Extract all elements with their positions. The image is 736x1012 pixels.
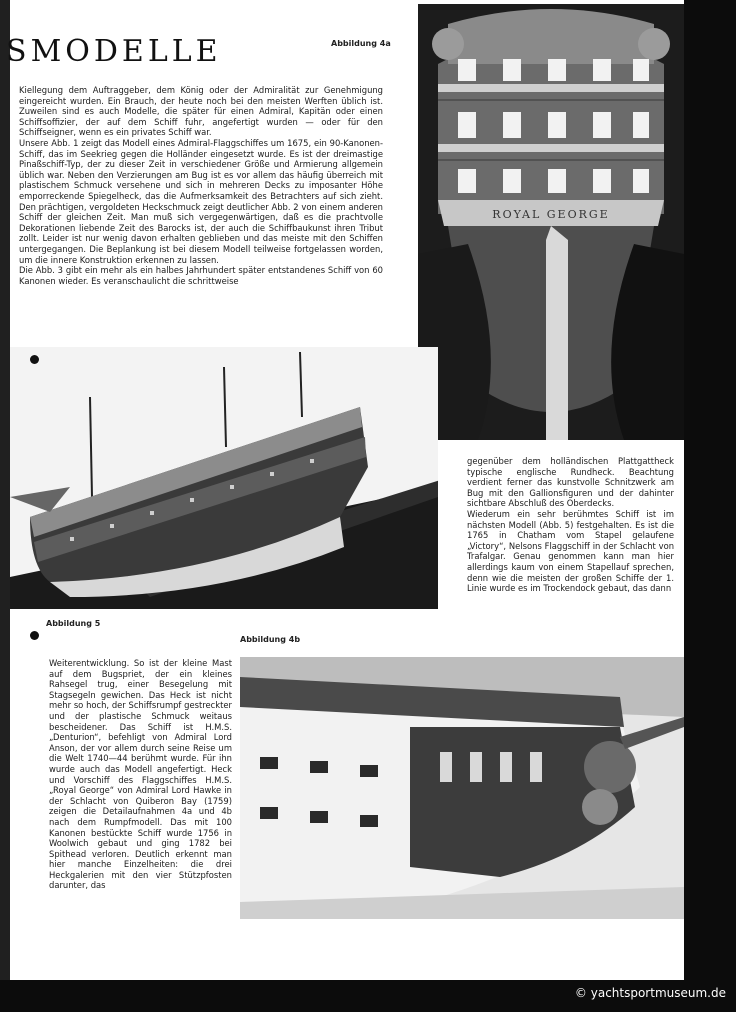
caption-fig4b: Abbildung 4b [240,635,301,644]
page-title [6,34,222,69]
text-column-bottom [49,658,232,891]
title-text: MODELLE [30,34,222,69]
paragraph: Kiellegung dem Auftraggeber, dem König oder der Admiralität zur Genehmigung eingereicht wurden. Ein Brauch, der heute noch bei den meisten Werften üblich ist. Zuweilen sind es auch Modelle, die später für einen Admiral, Kapitän oder einen Schiffsoffizier, der auf dem Schiff fuhr, angefertigt wurden — oder für den Schiffseigner, wenn es ein privates Schiff war. [19,85,383,138]
scan-edge-right [684,0,736,1012]
caption-fig5: Abbildung 5 [46,619,101,628]
photo-fig3-ship [10,347,438,609]
caption-fig4a: Abbildung 4a [331,39,391,48]
photo-fig4b-bow [240,657,684,919]
credit-text: © yachtsportmuseum.de [574,986,726,1000]
paragraph: Unsere Abb. 1 zeigt das Modell eines Admiral-Flaggschiffes um 1675, ein 90-Kanonen-Schiff, das im Seekrieg gegen die Holländer eingesetzt wurde. Es ist der dreimastige Pinaßschiff-Typ, der zu dieser Zeit in verschiedener Größe und Armierung allgemein üblich war. Neben den Verzierungen am Bug ist es vor allem das häufig überreich mit plastischem Schmuck versehene und sich in mehreren Decks zu imposanter Höhe emporreckende Spiegelheck, das die Aufmerksamkeit des Betrachters auf sich zieht. Den prächtigen, vergoldeten Heckschmuck zeigt deutlicher Abb. 2 von einem anderen Schiff der gleichen Zeit. Man muß sich vergegenwärtigen, daß es die prachtvolle Dekorationen liebende Zeit des Barocks ist, der auch die Schiffbaukunst ihren Tribut zollt. Leider ist nur wenig davon erhalten geblieben und das meiste mit den Schiffen untergegangen. Die Beplankung ist bei diesem Modell teilweise fortgelassen worden, um die innere Konstruktion erkennen zu lassen. [19,137,383,265]
paragraph: Die Abb. 3 gibt ein mehr als ein halbes Jahrhundert später entstandenes Schiff von 60 Kanonen wieder. Es veranschaulicht die schrittweise [19,265,383,286]
paragraph: gegenüber dem holländischen Plattgattheck typische englische Rundheck. Beachtung verdient ferner das kunstvolle Schnitzwerk am Bug mit den Gallionsfiguren und der dahinter sichtbare Abschluß des Oberdecks. [467,456,674,509]
title-fragment: S [6,34,31,69]
paragraph: Weiterentwicklung. So ist der kleine Mast auf dem Bugspriet, der ein kleines Rahsegel trug, einer Besegelung mit Stagsegeln gewichen. Das Heck ist nicht mehr so hoch, der Schiffsrumpf gestreckter und der plastische Schmuck weitaus bescheidener. Das Schiff ist H.M.S. „Denturion“, befehligt von Admiral Lord Anson, der vor allem durch seine Reise um die Welt 1740—44 berühmt wurde. Für ihn wurde auch das Modell angefertigt. Heck und Vorschiff des Flaggschiffes H.M.S. „Royal George“ von Admiral Lord Hawke in der Schlacht von Quiberon Bay (1759) zeigen die Detailaufnahmen 4a und 4b nach dem Rumpfmodell. Das mit 100 Kanonen bestückte Schiff wurde 1756 in Woolwich gebaut und ging 1782 bei Spithead verloren. Deutlich erkennt man hier manche Einzelheiten: die drei Heckgalerien mit den vier Stützpfosten darunter, das [49,658,232,891]
page-marker-dot [30,355,39,364]
text-column-right [467,456,674,594]
page-marker-dot [30,631,39,640]
stern-nameplate: ROYAL GEORGE [492,208,610,221]
paragraph: Wiederum ein sehr berühmtes Schiff ist im nächsten Modell (Abb. 5) festgehalten. Es ist die 1765 in Chatham vom Stapel gelaufene „Victory“, Nelsons Flaggschiff in der Schlacht von Trafalgar. Genau genommen kann man hier allerdings kaum von einem Stapellauf sprechen, denn wie die meisten der großen Schiffe der 1. Linie wurde es im Trockendock gebaut, das dann [467,508,674,594]
bow-illustration [240,657,684,919]
ship-illustration [10,347,438,609]
photo-fig4a-stern [418,4,684,440]
text-column-top [19,85,383,286]
scan-edge-left [0,0,10,1012]
stern-illustration [418,4,684,440]
